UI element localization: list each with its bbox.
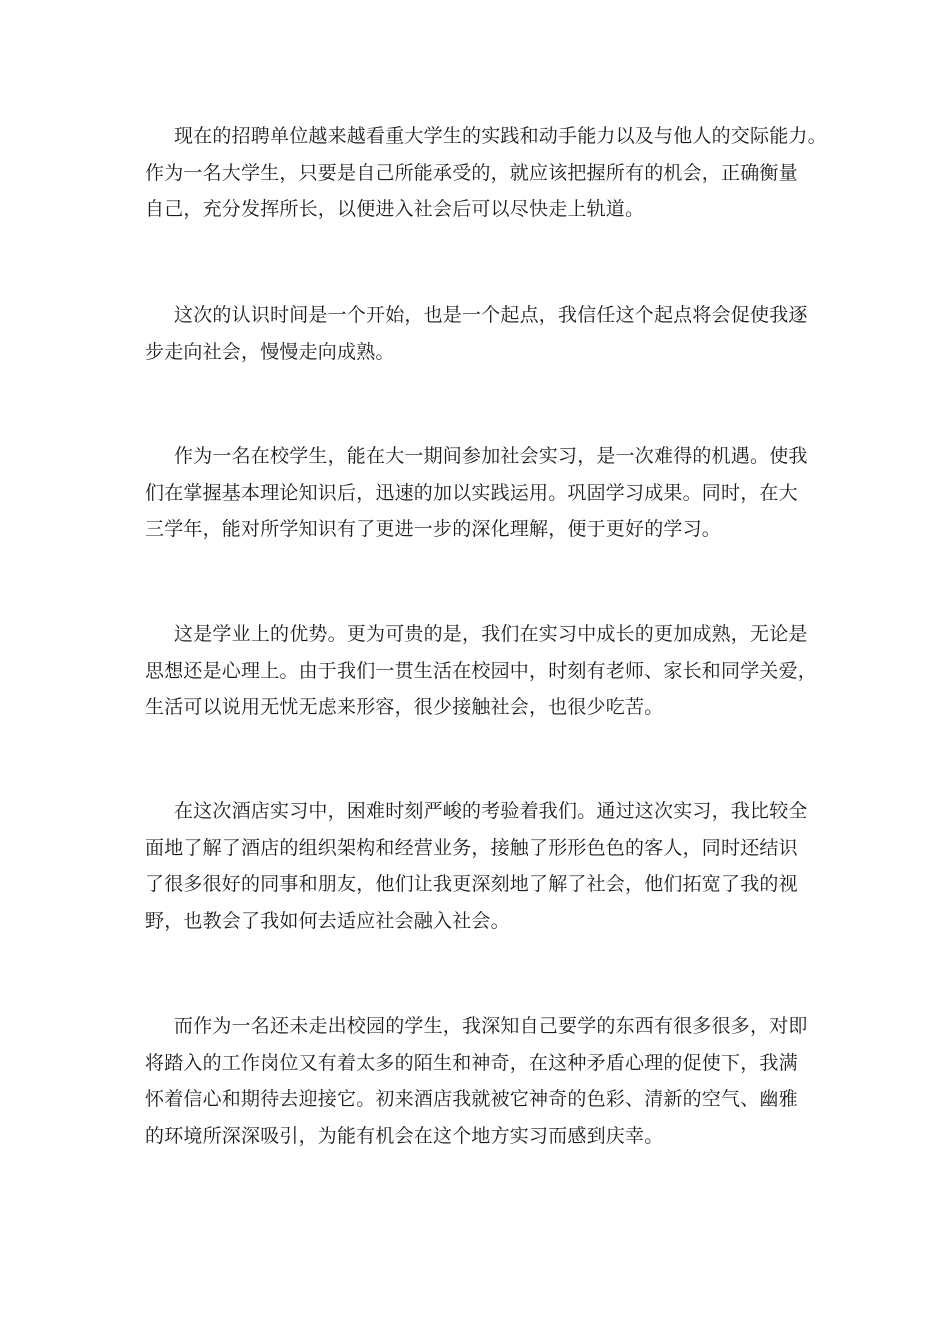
paragraph-5 [145, 793, 815, 939]
paragraph-line: 三学年，能对所学知识有了更进一步的深化理解，便于更好的学习。 [145, 518, 722, 540]
paragraph-4 [145, 616, 818, 726]
paragraph-line: 现在的招聘单位越来越看重大学生的实践和动手能力以及与他人的交际能力。 [174, 125, 827, 147]
paragraph-line: 生活可以说用无忧无虑来形容，很少接触社会，也很少吃苦。 [145, 696, 664, 718]
paragraph-line: 步走向社会，慢慢走向成熟。 [145, 340, 395, 363]
paragraph-line: 们在掌握基本理论知识后，迅速的加以实践运用。巩固学习成果。同时，在大 [145, 481, 798, 504]
paragraph-line: 了很多很好的同事和朋友，他们让我更深刻地了解了社会，他们拓宽了我的视 [145, 873, 798, 895]
paragraph-line: 野，也教会了我如何去适应社会融入社会。 [145, 909, 510, 932]
paragraph-6 [145, 1008, 815, 1154]
paragraph-line: 思想还是心理上。由于我们一贯生活在校园中，时刻有老师、家长和同学关爱， [145, 659, 818, 682]
paragraph-line: 的环境所深深吸引，为能有机会在这个地方实习而感到庆幸。 [145, 1124, 664, 1147]
paragraph-line: 自己，充分发挥所长，以便进入社会后可以尽快走上轨道。 [145, 198, 645, 220]
paragraph-line: 在这次酒店实习中，困难时刻严峻的考验着我们。通过这次实习，我比较全 [174, 800, 808, 822]
paragraph-line: 作为一名大学生，只要是自己所能承受的，就应该把握所有的机会，正确衡量 [145, 161, 798, 184]
paragraph-line: 将踏入的工作岗位又有着太多的陌生和神奇，在这种矛盾心理的促使下，我满 [145, 1051, 798, 1074]
paragraph-line: 面地了解了酒店的组织架构和经营业务，接触了形形色色的客人，同时还结识 [145, 836, 798, 859]
paragraph-line: 怀着信心和期待去迎接它。初来酒店我就被它神奇的色彩、清新的空气、幽雅 [145, 1088, 798, 1110]
paragraph-line: 作为一名在校学生，能在大一期间参加社会实习，是一次难得的机遇。使我 [174, 445, 808, 467]
paragraph-2 [145, 297, 815, 370]
paragraph-3 [145, 438, 815, 548]
paragraph-line: 而作为一名还未走出校园的学生，我深知自己要学的东西有很多很多，对即 [174, 1015, 808, 1037]
paragraph-1 [145, 118, 827, 228]
paragraph-line: 这次的认识时间是一个开始，也是一个起点，我信任这个起点将会促使我逐 [174, 304, 808, 326]
paragraph-line: 这是学业上的优势。更为可贵的是，我们在实习中成长的更加成熟，无论是 [174, 623, 808, 645]
